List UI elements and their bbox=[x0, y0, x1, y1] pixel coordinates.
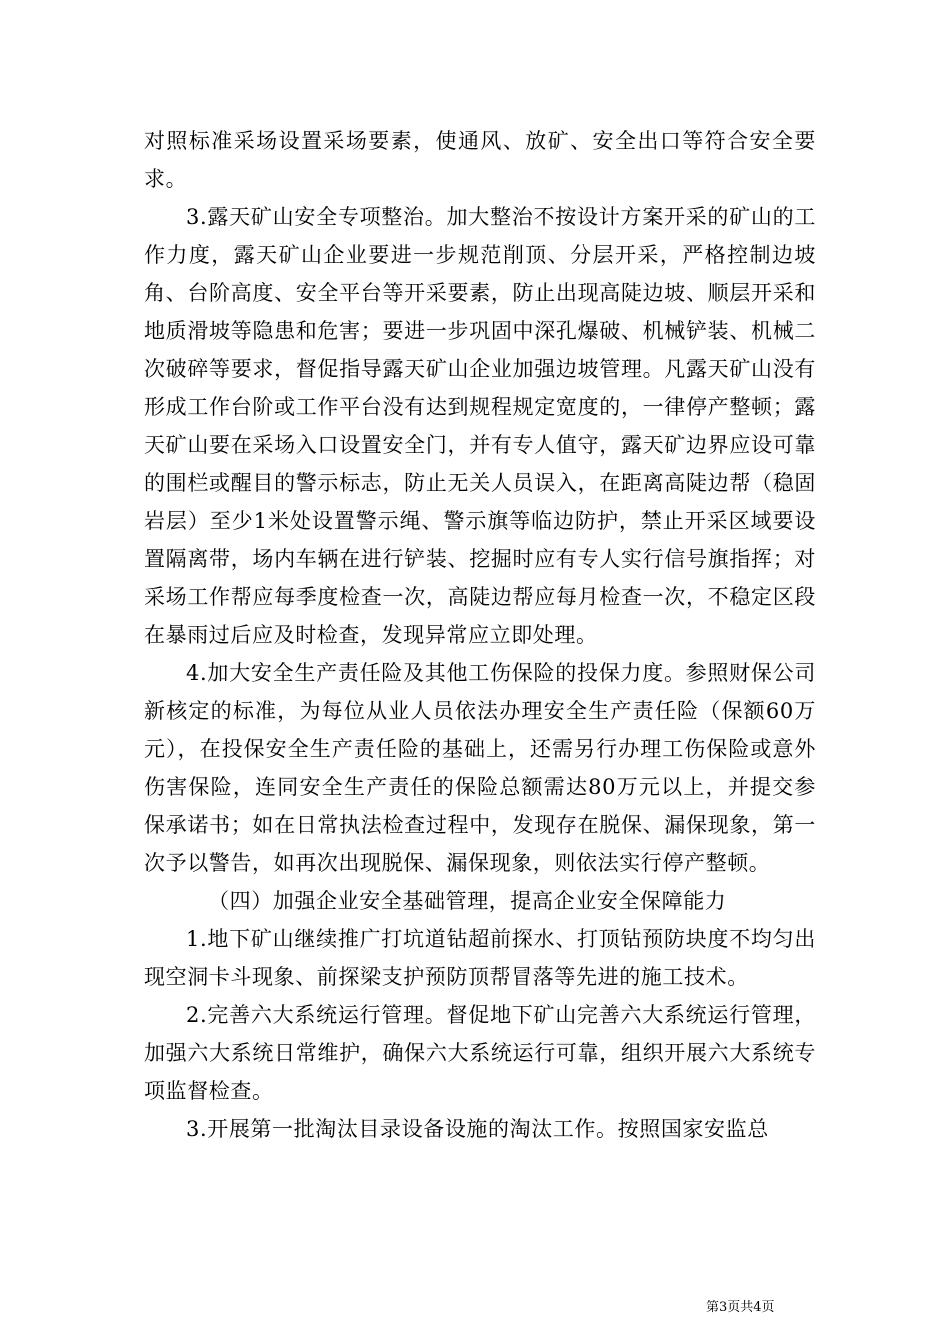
paragraph-construction-technology: 1.地下矿山继续推广打坑道钻超前探水、打顶钻预防块度不均匀出现空洞卡斗现象、前探梁支护预防顶帮冒落等先进的施工技术。 bbox=[144, 927, 816, 989]
paragraph-insurance: 4.加大安全生产责任险及其他工伤保险的投保力度。参照财保公司新核定的标准，为每位从业人员依法办理安全生产责任险（保额60万元），在投保安全生产责任险的基础上，还需另行办理工伤保险或意外伤害保险，连同安全生产责任的保险总额需达80万元以上，并提交参保承诺书；如在日常执法检查过程中，发现存在脱保、漏保现象，第一次予以警告，如再次出现脱保、漏保现象，则依法实行停产整顿。 bbox=[144, 661, 816, 875]
page-number: 第3页共4页 bbox=[706, 1300, 775, 1315]
paragraph-six-systems: 2.完善六大系统运行管理。督促地下矿山完善六大系统运行管理，加强六大系统日常维护，确保六大系统运行可靠，组织开展六大系统专项监督检查。 bbox=[144, 1003, 816, 1103]
paragraph-continuation: 对照标准采场设置采场要素，使通风、放矿、安全出口等符合安全要求。 bbox=[144, 129, 816, 191]
paragraph-equipment-elimination: 3.开展第一批淘汰目录设备设施的淘汰工作。按照国家安监总 bbox=[186, 1117, 769, 1141]
section-heading: （四）加强企业安全基础管理，提高企业安全保障能力 bbox=[208, 889, 727, 913]
paragraph-open-pit-safety: 3.露天矿山安全专项整治。加大整治不按设计方案开采的矿山的工作力度，露天矿山企业要进一步规范削顶、分层开采，严格控制边坡角、台阶高度、安全平台等开采要素，防止出现高陡边坡、顺层开采和地质滑坡等隐患和危害；要进一步巩固中深孔爆破、机械铲装、机械二次破碎等要求，督促指导露天矿山企业加强边坡管理。凡露天矿山没有形成工作台阶或工作平台没有达到规程规定宽度的，一律停产整顿；露天矿山要在采场入口设置安全门，并有专人值守，露天矿边界应设可靠的围栏或醒目的警示标志，防止无关人员误入，在距离高陡边帮（稳固岩层）至少1米处设置警示绳、警示旗等临边防护，禁止开采区域要设置隔离带，场内车辆在进行铲装、挖掘时应有专人实行信号旗指挥；对采场工作帮应每季度检查一次，高陡边帮应每月检查一次，不稳定区段在暴雨过后应及时检查，发现异常应立即处理。 bbox=[144, 205, 816, 647]
document-body bbox=[144, 122, 816, 1148]
